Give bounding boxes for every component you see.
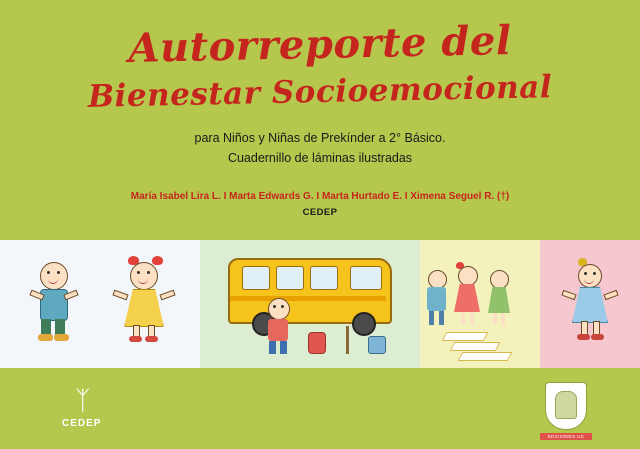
child-eye bbox=[273, 305, 276, 308]
child-shoe bbox=[145, 336, 158, 342]
child-leg bbox=[439, 311, 444, 325]
child-eye bbox=[137, 271, 140, 274]
subtitle bbox=[0, 129, 640, 168]
child-head bbox=[578, 264, 602, 288]
subtitle-line-2: Cuadernillo de láminas ilustradas bbox=[227, 150, 413, 165]
child-head bbox=[130, 262, 158, 290]
subtitle-line-1: para Niños y Niñas de Prekínder a 2° Básico. bbox=[194, 131, 446, 146]
ediciones-uc-logo bbox=[540, 382, 592, 440]
child-arm bbox=[159, 290, 175, 301]
child-arm bbox=[561, 290, 576, 300]
child-leg bbox=[470, 312, 474, 325]
schoolbag-icon bbox=[368, 336, 386, 354]
cedep-logo-label: CEDEP bbox=[62, 418, 102, 429]
child-leg bbox=[280, 341, 287, 354]
child-shirt bbox=[427, 287, 446, 311]
child-head bbox=[268, 298, 290, 320]
child-shoe bbox=[591, 334, 604, 340]
hair-bow-icon bbox=[152, 256, 163, 265]
bus-stripe bbox=[230, 296, 386, 301]
uc-shield-icon bbox=[545, 382, 587, 430]
child-head bbox=[490, 270, 509, 289]
bus-window bbox=[242, 266, 270, 290]
child-leg bbox=[461, 312, 465, 325]
illustration-panel-school-bus bbox=[200, 240, 420, 368]
child-eye bbox=[57, 271, 60, 274]
child-shoe bbox=[54, 334, 69, 341]
child-leg bbox=[501, 313, 505, 325]
bus-window bbox=[350, 266, 382, 290]
child-dress bbox=[124, 289, 164, 327]
child-leg bbox=[429, 311, 434, 325]
child-eye bbox=[593, 272, 596, 275]
bus-window bbox=[276, 266, 304, 290]
cedep-logo bbox=[62, 388, 101, 429]
title-block bbox=[0, 16, 640, 221]
child-leg bbox=[55, 319, 65, 335]
authors bbox=[0, 188, 640, 221]
crosswalk-stripe bbox=[450, 342, 501, 351]
authors-list: María Isabel Lira L. I Marta Edwards G. I Marta Hurtado E. I Ximena Seguel R. (†) bbox=[130, 190, 510, 202]
child-eye bbox=[147, 271, 150, 274]
bus-wheel bbox=[352, 312, 376, 336]
page-title-line-1: Autorreporte del bbox=[128, 16, 512, 73]
child-shoe bbox=[38, 334, 53, 341]
page-title-line-2: Bienestar Socioemocional bbox=[87, 69, 553, 115]
child-dress bbox=[454, 284, 480, 312]
pole bbox=[346, 326, 349, 354]
backpack-icon bbox=[308, 332, 326, 354]
child-head bbox=[40, 262, 68, 290]
child-arm bbox=[112, 290, 128, 301]
illustration-panel-single-child bbox=[540, 240, 640, 368]
illustration-panel-children-pair bbox=[0, 240, 200, 368]
child-shoe bbox=[129, 336, 142, 342]
child-eye bbox=[47, 271, 50, 274]
child-eye bbox=[281, 305, 284, 308]
child-shoe bbox=[577, 334, 590, 340]
child-dress bbox=[488, 287, 510, 313]
child-leg bbox=[269, 341, 276, 354]
footer bbox=[0, 368, 640, 449]
child-shirt bbox=[268, 319, 288, 341]
child-leg bbox=[41, 319, 51, 335]
child-dress bbox=[572, 287, 608, 323]
child-arm bbox=[603, 290, 618, 300]
child-leg bbox=[493, 313, 497, 325]
child-head bbox=[458, 266, 478, 286]
illustration-panel-children-group bbox=[420, 240, 540, 368]
illustration-strip bbox=[0, 240, 640, 368]
publisher-name: CEDEP bbox=[302, 206, 338, 218]
bus-window bbox=[310, 266, 338, 290]
crosswalk-stripe bbox=[458, 352, 513, 361]
child-eye bbox=[584, 272, 587, 275]
ediciones-uc-label: EDICIONES UC bbox=[540, 433, 592, 440]
uc-figure-icon bbox=[555, 391, 577, 419]
crosswalk-stripe bbox=[442, 332, 489, 341]
cedep-mark-icon: ᛉ bbox=[74, 386, 89, 416]
